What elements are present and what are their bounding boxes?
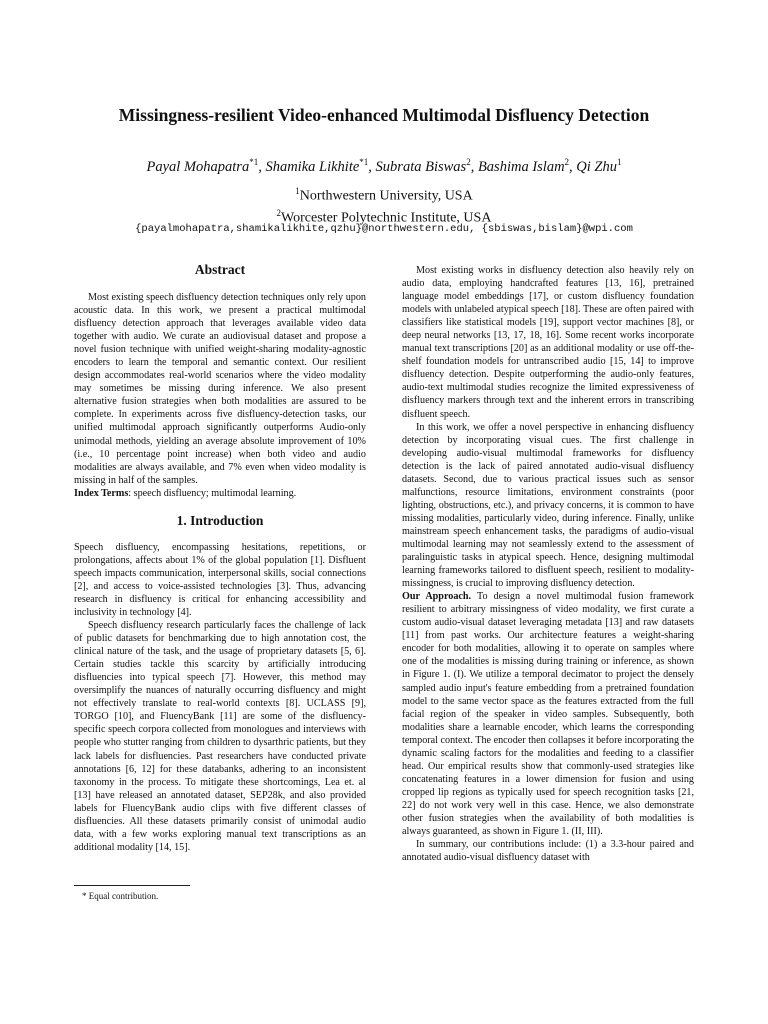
author: Bashima Islam$^2$, [477,157,577,175]
affiliation: $^1$Northwestern University, USA [295,186,473,204]
affiliation: $^2$Worcester Polytechnic Institute, USA [276,207,492,226]
author: Shamika Likhite$^{*1}$, [265,157,376,175]
approach-label: Our Approach. [402,591,472,603]
author-list [40,153,728,176]
paper-title: Missingness-resilient Video-enhanced Multimodal Disfluency Detection [118,105,650,125]
author-emails: {payalmohapatra,shamikalikhite,qzhu}@northwestern.edu, {sbiswas,bislam}@wpi.com [135,223,633,235]
body-paragraph: In summary, our contributions include: (1) a 3.3-hour paired and annotated audio-visual disfluency dataset with [402,839,694,864]
abstract-text: Most existing speech disfluency detection techniques only rely upon acoustic data. In this work, we present a practical multimodal disfluency detection approach that leverages available video data together with audio. We curate an audiovisual dataset and propose a novel fusion technique with unified weight-sharing modality-agnostic encoders to learn the temporal and semantic context. Our resilient design accommodates real-world scenarios where the video modality may sometimes be missing during inference. We also present alternative fusion strategies when both modalities are assured to be complete. In experiments across five disfluency-detection tasks, our unified multimodal approach significantly outperforms Audio-only unimodal methods, yielding an average absolute improvement of 10% (i.e., 10 percentage point increase) when both video and audio modalities are always available, and 7% even when video modality is missing in half of the samples. [74,292,366,486]
author: Subrata Biswas$^2$, [375,157,478,175]
abstract-heading: Abstract [194,262,246,277]
affiliations [40,183,728,226]
right-column [402,264,694,864]
section-heading-introduction: 1. Introduction [176,512,264,528]
intro-paragraph: Speech disfluency, encompassing hesitations, repetitions, or prolongations, affects about 1% of the global population [1]. Disfluent speech impacts communication, interpersonal skills, social connections [2], and access to voice-assisted technologies [3]. Thus, advancing research in disfluency is critical for enhancing accessibility and inclusivity in technology [4]. [74,541,366,618]
left-column [74,262,366,854]
body-paragraph: Most existing works in disfluency detection also heavily rely on audio data, employing handcrafted features [13, 16], pretrained language model embeddings [17], or custom disfluency foundation models with unlabeled atypical speech [18]. These are often paired with classifiers like statistical models [19], support vector machines [8], or deep neural networks [13, 17, 18, 16]. Some recent works incorporate manual text transcriptions [20] as an additional modality or use off-the-shelf foundation models for untranscribed audio [15, 14] to improve disfluency detection. Despite outperforming the audio-only features, audio-text multimodal studies recognize the limited expressiveness of disfluency markers through text and the inherent errors in transcribing disfluent speech. [402,265,694,420]
author: Qi Zhu$^1$ [576,157,622,175]
footnote-rule [74,885,190,886]
approach-paragraph: Our Approach. To design a novel multimodal fusion framework resilient to arbitrary missingness of video modality, we first curate a custom audio-visual dataset leveraging metadata [13] and raw datasets [11] from past works. Our architecture features a weight-sharing encoder for both modalities, allowing it to operate on samples where one of the modalities is missing during training or inference, as shown in Figure 1. (I). We utilize a temporal decimator to project the densely sampled audio input's feature embedding from a pretrained foundation model to the same vector space as the features extracted from the full facial region of the speaker in video samples. Subsequently, both modalities share a learnable encoder, which learns the corresponding temporal context. The encoder then collapses it before incorporating the dynamic scaling factors for the modalities and feeding to a classifier head. Our empirical results show that commonly-used strategies like concatenating features in a lower dimension for fusion and using cropped lip regions as typically used for speech recognition tasks [21, 22] do not work very well in this case. Hence, we also demonstrate other fusion strategies when the availability of both modalities is always guaranteed, as shown in Figure 1. (II, III). [402,591,694,838]
body-paragraph: In this work, we offer a novel perspective in enhancing disfluency detection by incorporating visual cues. The first challenge in developing audio-visual multimodal frameworks for disfluency detection is the lack of paired annotated audio-visual disfluency datasets. Second, due to various practical issues such as sensor malfunctions, resource limitations, environment constraints (poor lighting, obstructions, etc.), and privacy concerns, it is common to have missing modalities, particularly video, during inference. Finally, unlike mainstream speech enhancement tasks, the paradigms of audio-visual multimodal learning may not seamlessly extend to the assessment of paralinguistic tasks in atypical speech. Hence, designing multimodal learning frameworks tailored to disfluent speech, resilient to modality-missingness, is crucial to improving disfluency detection. [402,421,694,590]
index-terms: Index Terms: speech disfluency; multimodal learning. [74,487,297,499]
author: Payal Mohapatra$^{*1}$, [146,157,266,175]
footnote: * Equal contribution. [82,891,159,901]
intro-paragraph: Speech disfluency research particularly faces the challenge of lack of public datasets for benchmarking due to high annotation cost, the clinical nature of the task, and the usage of proprietary datasets [5, 6]. Certain studies tackle this scarcity by artificially introducing disfluencies into typical speech [7]. However, this method may oversimplify the nuances of naturally occurring disfluency and might not effectively translate to real-world contexts [8]. UCLASS [9], TORGO [10], and FluencyBank [11] are some of the disfluency-specific speech corpora collected from monologues and interviews with people who stutter ranging from children to dysarthric patients, but they lack labels for disfluencies. Past researchers have conducted private annotations [6, 12] for these databanks, adhering to an inconsistent taxonomy in the process. To mitigate these shortcomings, Lea et. al [13] have released an annotated dataset, SEP28k, and also provided labels for FluencyBank audio clips with five different classes of disfluencies. All these datasets primarily consist of unimodal audio data, with a few works exploring manual text transcriptions as an additional modality [14, 15]. [74,620,366,853]
